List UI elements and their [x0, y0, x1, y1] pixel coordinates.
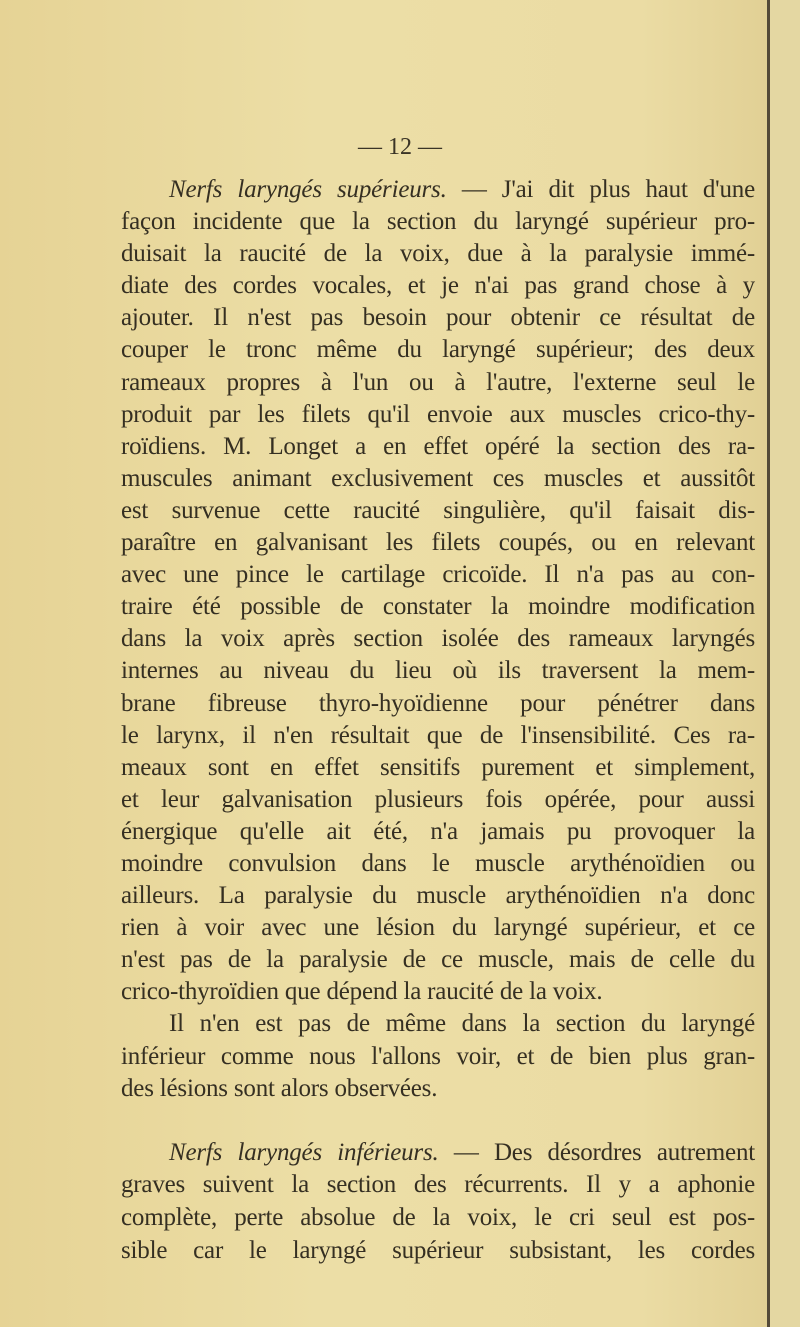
- text-line: muscules animant exclusivement ces muscles et aussitôt: [121, 464, 755, 492]
- paragraph-inferior-nerves: [121, 1137, 755, 1268]
- text-line: roïdiens. M. Longet a en effet opéré la section des ra-: [121, 432, 755, 460]
- paragraph-superior-nerves: [121, 174, 755, 1008]
- page-number: — 12 —: [358, 134, 442, 160]
- text-line: Il n'en est pas de même dans la section du laryngé: [169, 1010, 755, 1038]
- text-line: Nerfs laryngés inférieurs. — Des désordres autrement: [169, 1138, 755, 1166]
- text-line: Nerfs laryngés supérieurs. — J'ai dit plus haut d'une: [169, 176, 755, 203]
- body-text: [121, 174, 755, 1267]
- text-line: paraître en galvanisant les filets coupés, ou en relevant: [121, 529, 755, 557]
- text-line: internes au niveau du lieu où ils traversent la mem-: [121, 657, 755, 685]
- text-line: complète, perte absolue de la voix, le cri seul est pos-: [121, 1204, 755, 1232]
- text-line: inférieur comme nous l'allons voir, et de bien plus gran-: [121, 1042, 755, 1070]
- text-line: duisait la raucité de la voix, due à la paralysie immé-: [121, 240, 755, 268]
- text-line: dans la voix après section isolée des rameaux laryngés: [121, 625, 755, 653]
- text-line: graves suivent la section des récurrents. Il y a aphonie: [121, 1171, 755, 1199]
- text-line: traire été possible de constater la moindre modification: [121, 593, 755, 621]
- text-line: est survenue cette raucité singulière, qu'il faisait dis-: [121, 496, 755, 524]
- text-line: et leur galvanisation plusieurs fois opérée, pour aussi: [121, 785, 755, 813]
- text-line: couper le tronc même du laryngé supérieur; des deux: [121, 336, 755, 364]
- text-line: avec une pince le cartilage cricoïde. Il n'a pas au con-: [121, 561, 755, 589]
- text-line: meaux sont en effet sensitifs purement et simplement,: [121, 753, 755, 781]
- paragraph-transition: [121, 1008, 755, 1104]
- text-line: rameaux propres à l'un ou à l'autre, l'externe seul le: [121, 368, 755, 396]
- text-line: le larynx, il n'en résultait que de l'insensibilité. Ces ra-: [121, 721, 755, 749]
- section-heading: Nerfs laryngés inférieurs.: [169, 1138, 439, 1166]
- text-line: énergique qu'elle ait été, n'a jamais pu provoquer la: [121, 817, 755, 845]
- text-line: moindre convulsion dans le muscle arythénoïdien ou: [121, 849, 755, 877]
- text-line: ajouter. Il n'est pas besoin pour obtenir ce résultat de: [121, 304, 755, 332]
- text-line: ailleurs. La paralysie du muscle arythénoïdien n'a donc: [121, 882, 755, 910]
- section-heading: Nerfs laryngés supérieurs.: [169, 176, 447, 203]
- text-line: brane fibreuse thyro-hyoïdienne pour pénétrer dans: [121, 689, 755, 717]
- text-line: façon incidente que la section du laryngé supérieur pro-: [121, 208, 755, 236]
- text-line: diate des cordes vocales, et je n'ai pas grand chose à y: [121, 272, 755, 300]
- text-line: rien à voir avec une lésion du laryngé supérieur, et ce: [121, 914, 755, 942]
- facing-page-edge: [770, 0, 800, 1327]
- page-gutter-line: [767, 0, 770, 1327]
- text-line: sible car le laryngé supérieur subsistant, les cordes: [121, 1236, 755, 1264]
- text-line: crico-thyroïdien que dépend la raucité de la voix.: [121, 978, 603, 1006]
- text-line: produit par les filets qu'il envoie aux muscles crico-thy-: [121, 400, 755, 428]
- text-line: des lésions sont alors observées.: [121, 1074, 438, 1102]
- text-line: n'est pas de la paralysie de ce muscle, mais de celle du: [121, 946, 755, 974]
